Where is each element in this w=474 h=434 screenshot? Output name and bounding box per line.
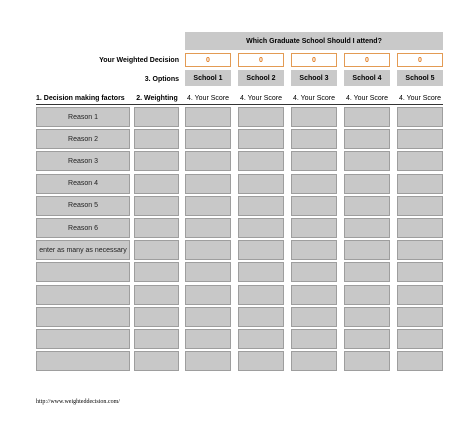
score-cell[interactable] [238, 329, 284, 349]
weighted-decision-label: Your Weighted Decision [99, 56, 179, 64]
score-cell[interactable] [397, 307, 443, 327]
factor-cell[interactable]: Reason 1 [36, 107, 130, 127]
school-2-score: 0 [238, 53, 284, 67]
score-cell[interactable] [238, 262, 284, 282]
weighting-cell[interactable] [134, 129, 179, 149]
school-5-name[interactable]: School 5 [397, 70, 443, 86]
school-2-name[interactable]: School 2 [238, 70, 284, 86]
factor-cell[interactable]: Reason 5 [36, 196, 130, 216]
factor-cell[interactable]: Reason 2 [36, 129, 130, 149]
factor-cell[interactable] [36, 285, 130, 305]
score-cell[interactable] [291, 218, 337, 238]
score-cell[interactable] [185, 262, 231, 282]
score-cell[interactable] [291, 174, 337, 194]
school-4-name[interactable]: School 4 [344, 70, 390, 86]
weighting-header: 2. Weighting [136, 94, 178, 102]
weighting-cell[interactable] [134, 262, 179, 282]
school-2-score-header: 4. Your Score [239, 94, 283, 102]
school-1-name[interactable]: School 1 [185, 70, 231, 86]
score-cell[interactable] [397, 240, 443, 260]
factor-cell[interactable] [36, 351, 130, 371]
score-cell[interactable] [185, 151, 231, 171]
score-cell[interactable] [397, 329, 443, 349]
school-1-score-header: 4. Your Score [186, 94, 230, 102]
score-cell[interactable] [344, 307, 390, 327]
weighting-cell[interactable] [134, 240, 179, 260]
score-cell[interactable] [291, 240, 337, 260]
score-cell[interactable] [397, 196, 443, 216]
score-cell[interactable] [238, 307, 284, 327]
score-cell[interactable] [397, 218, 443, 238]
score-cell[interactable] [344, 174, 390, 194]
score-cell[interactable] [291, 151, 337, 171]
factor-cell[interactable] [36, 307, 130, 327]
factor-cell[interactable] [36, 329, 130, 349]
score-cell[interactable] [397, 285, 443, 305]
score-cell[interactable] [185, 129, 231, 149]
weighting-cell[interactable] [134, 196, 179, 216]
weighting-cell[interactable] [134, 285, 179, 305]
factors-header: 1. Decision making factors [36, 94, 125, 102]
weighting-cell[interactable] [134, 107, 179, 127]
score-cell[interactable] [344, 218, 390, 238]
score-cell[interactable] [291, 107, 337, 127]
score-cell[interactable] [291, 351, 337, 371]
score-cell[interactable] [397, 262, 443, 282]
score-cell[interactable] [185, 285, 231, 305]
score-cell[interactable] [397, 174, 443, 194]
score-cell[interactable] [185, 107, 231, 127]
score-cell[interactable] [291, 329, 337, 349]
school-4-score-header: 4. Your Score [345, 94, 389, 102]
score-cell[interactable] [238, 218, 284, 238]
sheet-title: Which Graduate School Should I attend? [185, 32, 443, 50]
school-4-score: 0 [344, 53, 390, 67]
score-cell[interactable] [238, 240, 284, 260]
score-cell[interactable] [291, 129, 337, 149]
score-cell[interactable] [397, 351, 443, 371]
score-cell[interactable] [344, 285, 390, 305]
score-cell[interactable] [185, 307, 231, 327]
factor-cell[interactable]: enter as many as necessary [36, 240, 130, 260]
score-cell[interactable] [185, 329, 231, 349]
factor-cell[interactable]: Reason 4 [36, 174, 130, 194]
factor-cell[interactable]: Reason 6 [36, 218, 130, 238]
school-5-score-header: 4. Your Score [398, 94, 442, 102]
score-cell[interactable] [185, 240, 231, 260]
score-cell[interactable] [344, 262, 390, 282]
school-5-score: 0 [397, 53, 443, 67]
score-cell[interactable] [291, 262, 337, 282]
weighting-cell[interactable] [134, 307, 179, 327]
score-cell[interactable] [344, 196, 390, 216]
score-cell[interactable] [238, 285, 284, 305]
score-cell[interactable] [185, 218, 231, 238]
score-cell[interactable] [238, 196, 284, 216]
score-cell[interactable] [344, 107, 390, 127]
score-cell[interactable] [238, 351, 284, 371]
weighting-cell[interactable] [134, 329, 179, 349]
score-cell[interactable] [344, 329, 390, 349]
score-cell[interactable] [238, 129, 284, 149]
weighting-cell[interactable] [134, 174, 179, 194]
weighting-cell[interactable] [134, 351, 179, 371]
score-cell[interactable] [397, 151, 443, 171]
weighting-cell[interactable] [134, 151, 179, 171]
score-cell[interactable] [238, 174, 284, 194]
score-cell[interactable] [344, 240, 390, 260]
score-cell[interactable] [238, 151, 284, 171]
weighting-cell[interactable] [134, 218, 179, 238]
school-3-name[interactable]: School 3 [291, 70, 337, 86]
school-1-score: 0 [185, 53, 231, 67]
score-cell[interactable] [344, 129, 390, 149]
score-cell[interactable] [238, 107, 284, 127]
score-cell[interactable] [291, 285, 337, 305]
score-cell[interactable] [291, 196, 337, 216]
score-cell[interactable] [185, 196, 231, 216]
school-3-score-header: 4. Your Score [292, 94, 336, 102]
score-cell[interactable] [291, 307, 337, 327]
score-cell[interactable] [397, 129, 443, 149]
options-label: 3. Options [144, 75, 179, 83]
score-cell[interactable] [344, 151, 390, 171]
factor-cell[interactable] [36, 262, 130, 282]
score-cell[interactable] [397, 107, 443, 127]
factor-cell[interactable]: Reason 3 [36, 151, 130, 171]
score-cell[interactable] [185, 351, 231, 371]
score-cell[interactable] [344, 351, 390, 371]
footer-url[interactable]: http://www.weighteddecision.com/ [36, 399, 120, 405]
score-cell[interactable] [185, 174, 231, 194]
school-3-score: 0 [291, 53, 337, 67]
